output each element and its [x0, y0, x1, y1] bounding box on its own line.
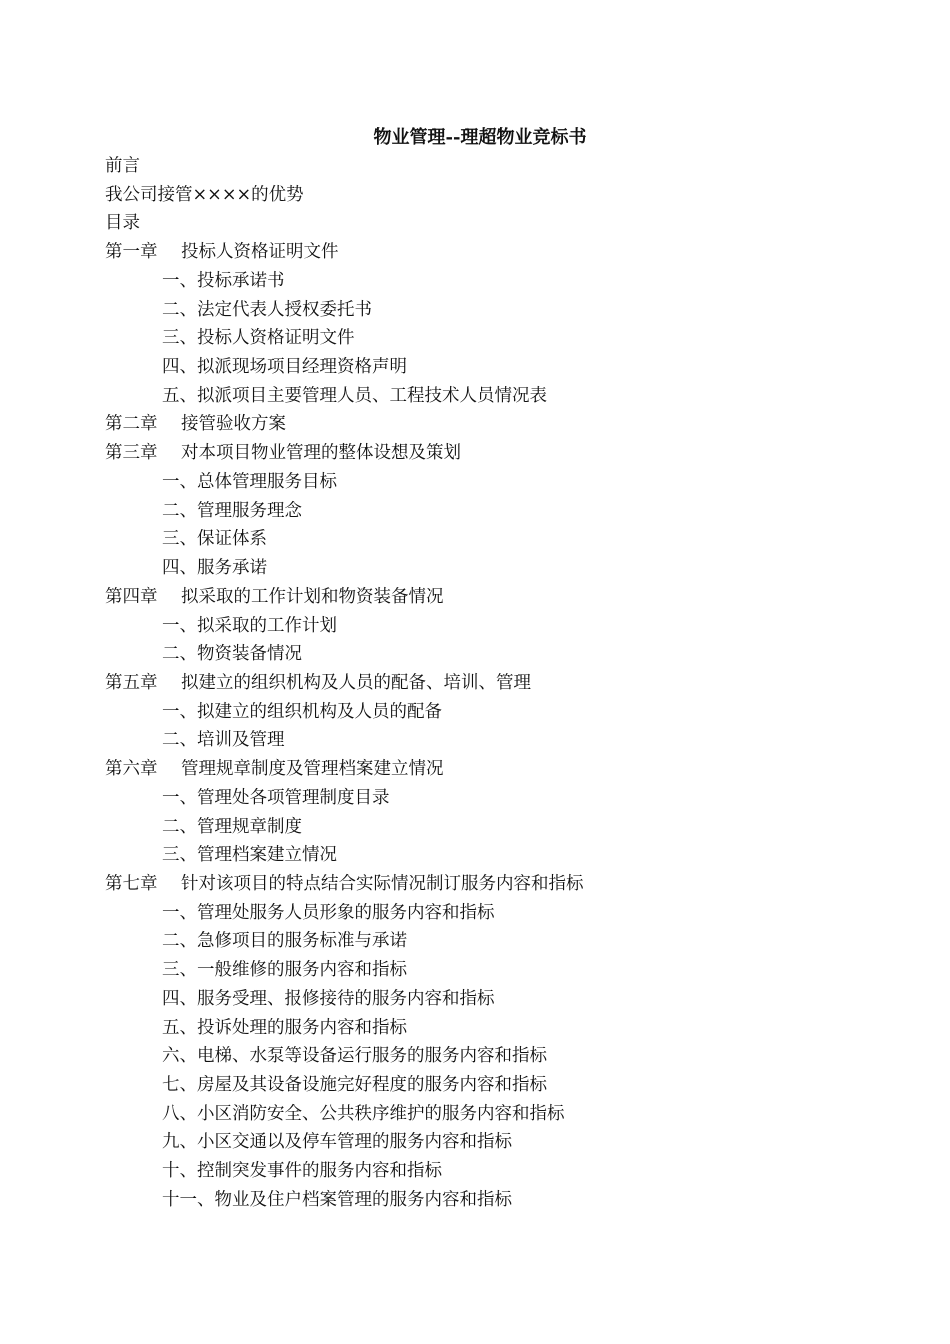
section-item: 一、拟建立的组织机构及人员的配备	[162, 701, 442, 722]
chapter-heading	[105, 583, 905, 612]
section-item: 二、物资装备情况	[162, 644, 302, 665]
chapter-title: 投标人资格证明文件	[181, 242, 339, 263]
document-title: 物业管理--理超物业竞标书	[373, 127, 587, 148]
section-item: 九、小区交通以及停车管理的服务内容和指标	[162, 1132, 512, 1153]
section-item: 十一、物业及住户档案管理的服务内容和指标	[162, 1189, 512, 1210]
chapter-title: 拟采取的工作计划和物资装备情况	[181, 586, 444, 607]
chapter-heading	[105, 755, 905, 784]
section-item: 八、小区消防安全、公共秩序维护的服务内容和指标	[162, 1103, 565, 1124]
section-item: 五、投诉处理的服务内容和指标	[162, 1017, 407, 1038]
chapter-heading	[105, 238, 905, 267]
chapter-title: 对本项目物业管理的整体设想及策划	[181, 443, 461, 464]
chapter-number: 第六章	[105, 759, 158, 780]
chapter-heading	[105, 870, 905, 899]
section-item: 一、拟采取的工作计划	[162, 615, 337, 636]
chapter-number: 第二章	[105, 414, 158, 435]
chapter-number: 第七章	[105, 873, 158, 894]
section-item: 三、管理档案建立情况	[162, 845, 337, 866]
chapter-title: 管理规章制度及管理档案建立情况	[181, 759, 444, 780]
chapter-title: 拟建立的组织机构及人员的配备、培训、管理	[181, 672, 531, 693]
chapter-title: 接管验收方案	[181, 414, 286, 435]
chapter-number: 第五章	[105, 672, 158, 693]
section-item: 二、急修项目的服务标准与承诺	[162, 931, 407, 952]
section-item: 二、法定代表人授权委托书	[162, 299, 372, 320]
section-item: 四、服务承诺	[162, 558, 267, 579]
section-item: 一、总体管理服务目标	[162, 471, 337, 492]
section-item: 十、控制突发事件的服务内容和指标	[162, 1161, 442, 1182]
section-item: 四、拟派现场项目经理资格声明	[162, 357, 407, 378]
section-item: 一、管理处服务人员形象的服务内容和指标	[162, 902, 495, 923]
chapter-title: 针对该项目的特点结合实际情况制订服务内容和指标	[181, 873, 584, 894]
chapter-heading	[105, 439, 905, 468]
section-item: 二、管理规章制度	[162, 816, 302, 837]
chapter-number: 第一章	[105, 242, 158, 263]
chapter-heading	[105, 669, 905, 698]
section-item: 二、管理服务理念	[162, 500, 302, 521]
chapter-heading	[105, 410, 905, 439]
section-item: 三、保证体系	[162, 529, 267, 550]
section-item: 四、服务受理、报修接待的服务内容和指标	[162, 988, 495, 1009]
section-item: 一、管理处各项管理制度目录	[162, 787, 390, 808]
section-item: 一、投标承诺书	[162, 270, 285, 291]
section-item: 三、一般维修的服务内容和指标	[162, 960, 407, 981]
section-item: 七、房屋及其设备设施完好程度的服务内容和指标	[162, 1075, 547, 1095]
chapter-number: 第四章	[105, 586, 158, 607]
section-item: 六、电梯、水泵等设备运行服务的服务内容和指标	[162, 1046, 547, 1067]
front-item-contents: 目录	[105, 213, 140, 234]
table-of-contents	[105, 152, 905, 1215]
section-item: 二、培训及管理	[162, 730, 285, 751]
front-item-advantages: 我公司接管××××的优势	[105, 184, 304, 205]
section-item: 五、拟派项目主要管理人员、工程技术人员情况表	[162, 385, 547, 406]
section-item: 三、投标人资格证明文件	[162, 328, 355, 349]
chapter-number: 第三章	[105, 443, 158, 464]
front-item-preface: 前言	[105, 156, 140, 176]
